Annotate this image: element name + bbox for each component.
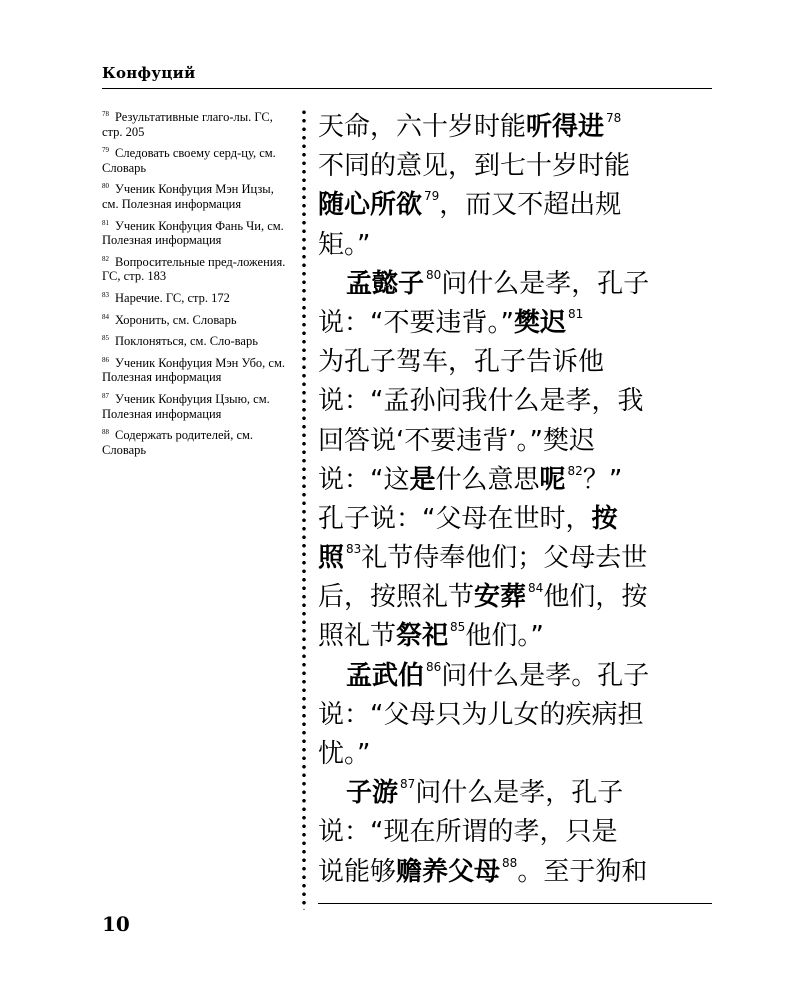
text-line — [318, 343, 714, 382]
text-line — [318, 617, 714, 656]
footnote — [102, 219, 290, 248]
bold-term: 随心所欲 — [318, 190, 423, 221]
footnote-ref: 80 — [426, 267, 442, 282]
text-run: ？” — [582, 464, 623, 495]
footnote-text: Ученик Конфуция Цзыю, см. Полезная информация — [102, 391, 270, 421]
text-line — [318, 461, 714, 500]
footnote-ref: 82 — [567, 463, 583, 478]
text-run: 说：“孟孙问我什么是孝，我 — [318, 386, 644, 417]
text-line — [318, 578, 714, 617]
text-run: 为孔子驾车，孔子告诉他 — [318, 347, 605, 378]
text-line — [318, 500, 714, 539]
bold-term: 呢 — [539, 464, 566, 495]
text-line — [318, 186, 714, 225]
footnote-text: Ученик Конфуция Мэн Ицзы, см. Полезная информация — [102, 182, 274, 211]
footnote-number: 84 — [102, 312, 109, 321]
footnote — [102, 392, 290, 421]
main-text-column — [318, 108, 714, 898]
text-run: 他们。” — [465, 621, 544, 652]
footnote-ref: 78 — [606, 111, 622, 125]
text-line — [318, 382, 714, 421]
text-run: 说能够 — [318, 856, 397, 887]
text-run: 不同的意见，到七十岁时能 — [318, 151, 631, 182]
text-line — [318, 304, 714, 343]
footnote-ref: 86 — [426, 659, 442, 674]
bold-term: 听得进 — [526, 112, 605, 142]
text-run: 回答说‘不要违背’。”樊迟 — [318, 425, 595, 456]
footnote — [102, 313, 290, 328]
footnote-ref: 87 — [400, 777, 416, 792]
footnote-text: Ученик Конфуция Фань Чи, см. Полезная информация — [102, 218, 284, 248]
text-run: 问什么是孝，孔子 — [441, 268, 650, 299]
running-header — [102, 62, 712, 89]
footnote — [102, 182, 290, 211]
text-line — [318, 422, 714, 461]
footnote-number: 83 — [102, 290, 109, 299]
text-run: 忧。” — [318, 739, 371, 769]
footnote-text: Хоронить, см. Словарь — [115, 312, 237, 327]
bold-term: 樊迟 — [513, 307, 566, 338]
footnote — [102, 146, 290, 175]
bold-term: 安葬 — [474, 582, 527, 613]
footnote-text: Поклоняться, см. Сло-варь — [115, 334, 258, 349]
text-run: 他们，按 — [543, 582, 648, 613]
text-line — [318, 853, 714, 892]
running-header-title: Конфуций — [102, 64, 196, 82]
footnote-number: 87 — [102, 391, 109, 400]
bold-term: 子游 — [346, 778, 399, 809]
bold-term: 是 — [409, 464, 436, 495]
footnote — [102, 334, 290, 349]
footnote — [102, 255, 290, 284]
bold-term: 祭祀 — [396, 621, 449, 652]
footnote-ref: 83 — [346, 542, 362, 557]
text-line — [318, 147, 714, 186]
footnote-number: 79 — [102, 146, 109, 155]
footnote-ref: 79 — [424, 189, 440, 204]
text-run: 矩。” — [318, 229, 371, 260]
bold-term: 照 — [318, 543, 345, 574]
text-run: 。至于狗和 — [517, 856, 648, 887]
bold-term: 孟武伯 — [346, 660, 425, 691]
footnote-number: 82 — [102, 254, 109, 263]
footnote-text: Содержать родителей, см. Словарь — [102, 428, 254, 457]
footnote-ref: 85 — [450, 620, 466, 635]
footnote — [102, 291, 290, 306]
text-line — [318, 539, 714, 578]
footnote-text: Результативные глаго-лы. ГС, стр. 205 — [102, 110, 273, 139]
footnote-text: Ученик Конфуция Мэн Убо, см. Полезная информация — [102, 355, 286, 385]
text-run: 说：“这 — [318, 464, 410, 495]
footnote-text: Наречие. ГС, стр. 172 — [115, 290, 230, 305]
footnote-number: 86 — [102, 355, 109, 364]
text-run: 天命，六十岁时能 — [318, 112, 527, 142]
page-number: 10 — [102, 912, 130, 936]
text-run: 礼节侍奉他们；父母去世 — [361, 543, 648, 574]
text-run: 说：“父母只为儿女的疾病担 — [318, 699, 644, 730]
text-run: 问什么是孝，孔子 — [415, 778, 624, 809]
text-run: 什么意思 — [435, 464, 540, 495]
text-line — [318, 657, 714, 696]
footnote-number: 81 — [102, 218, 109, 227]
footnotes-column — [102, 110, 290, 464]
bold-term: 孟懿子 — [346, 268, 425, 299]
text-line — [318, 774, 714, 813]
text-run: 说：“现在所谓的孝，只是 — [318, 817, 618, 848]
text-run: 后，按照礼节 — [318, 582, 475, 613]
text-line — [318, 226, 714, 265]
text-line — [318, 108, 714, 147]
text-run: 说：“不要违背。” — [318, 307, 514, 338]
text-line — [318, 813, 714, 852]
footnote-number: 78 — [102, 110, 109, 118]
text-line — [318, 735, 714, 774]
bold-term: 按 — [591, 503, 618, 534]
footnote — [102, 110, 290, 139]
footnote-text: Вопросительные пред-ложения. ГС, стр. 183 — [102, 254, 286, 284]
footnote — [102, 428, 290, 457]
footnote-number: 80 — [102, 182, 109, 191]
footnote-ref: 84 — [528, 581, 544, 596]
text-line — [318, 696, 714, 735]
text-line — [318, 265, 714, 304]
dotted-column-divider — [300, 108, 308, 910]
footnote-number: 88 — [102, 428, 109, 437]
text-run: 照礼节 — [318, 621, 397, 652]
footnote-ref: 81 — [567, 306, 584, 321]
text-run: 问什么是孝。孔子 — [441, 660, 650, 691]
footnote-text: Следовать своему серд-цу, см. Словарь — [102, 146, 276, 175]
footnote-ref: 88 — [502, 855, 518, 870]
footnote — [102, 356, 290, 385]
text-run: 孔子说：“父母在世时， — [318, 503, 592, 534]
bottom-rule — [318, 903, 712, 904]
text-run: ，而又不超出规 — [439, 190, 622, 221]
footnote-number: 85 — [102, 334, 109, 343]
bold-term: 赡养父母 — [396, 856, 501, 887]
